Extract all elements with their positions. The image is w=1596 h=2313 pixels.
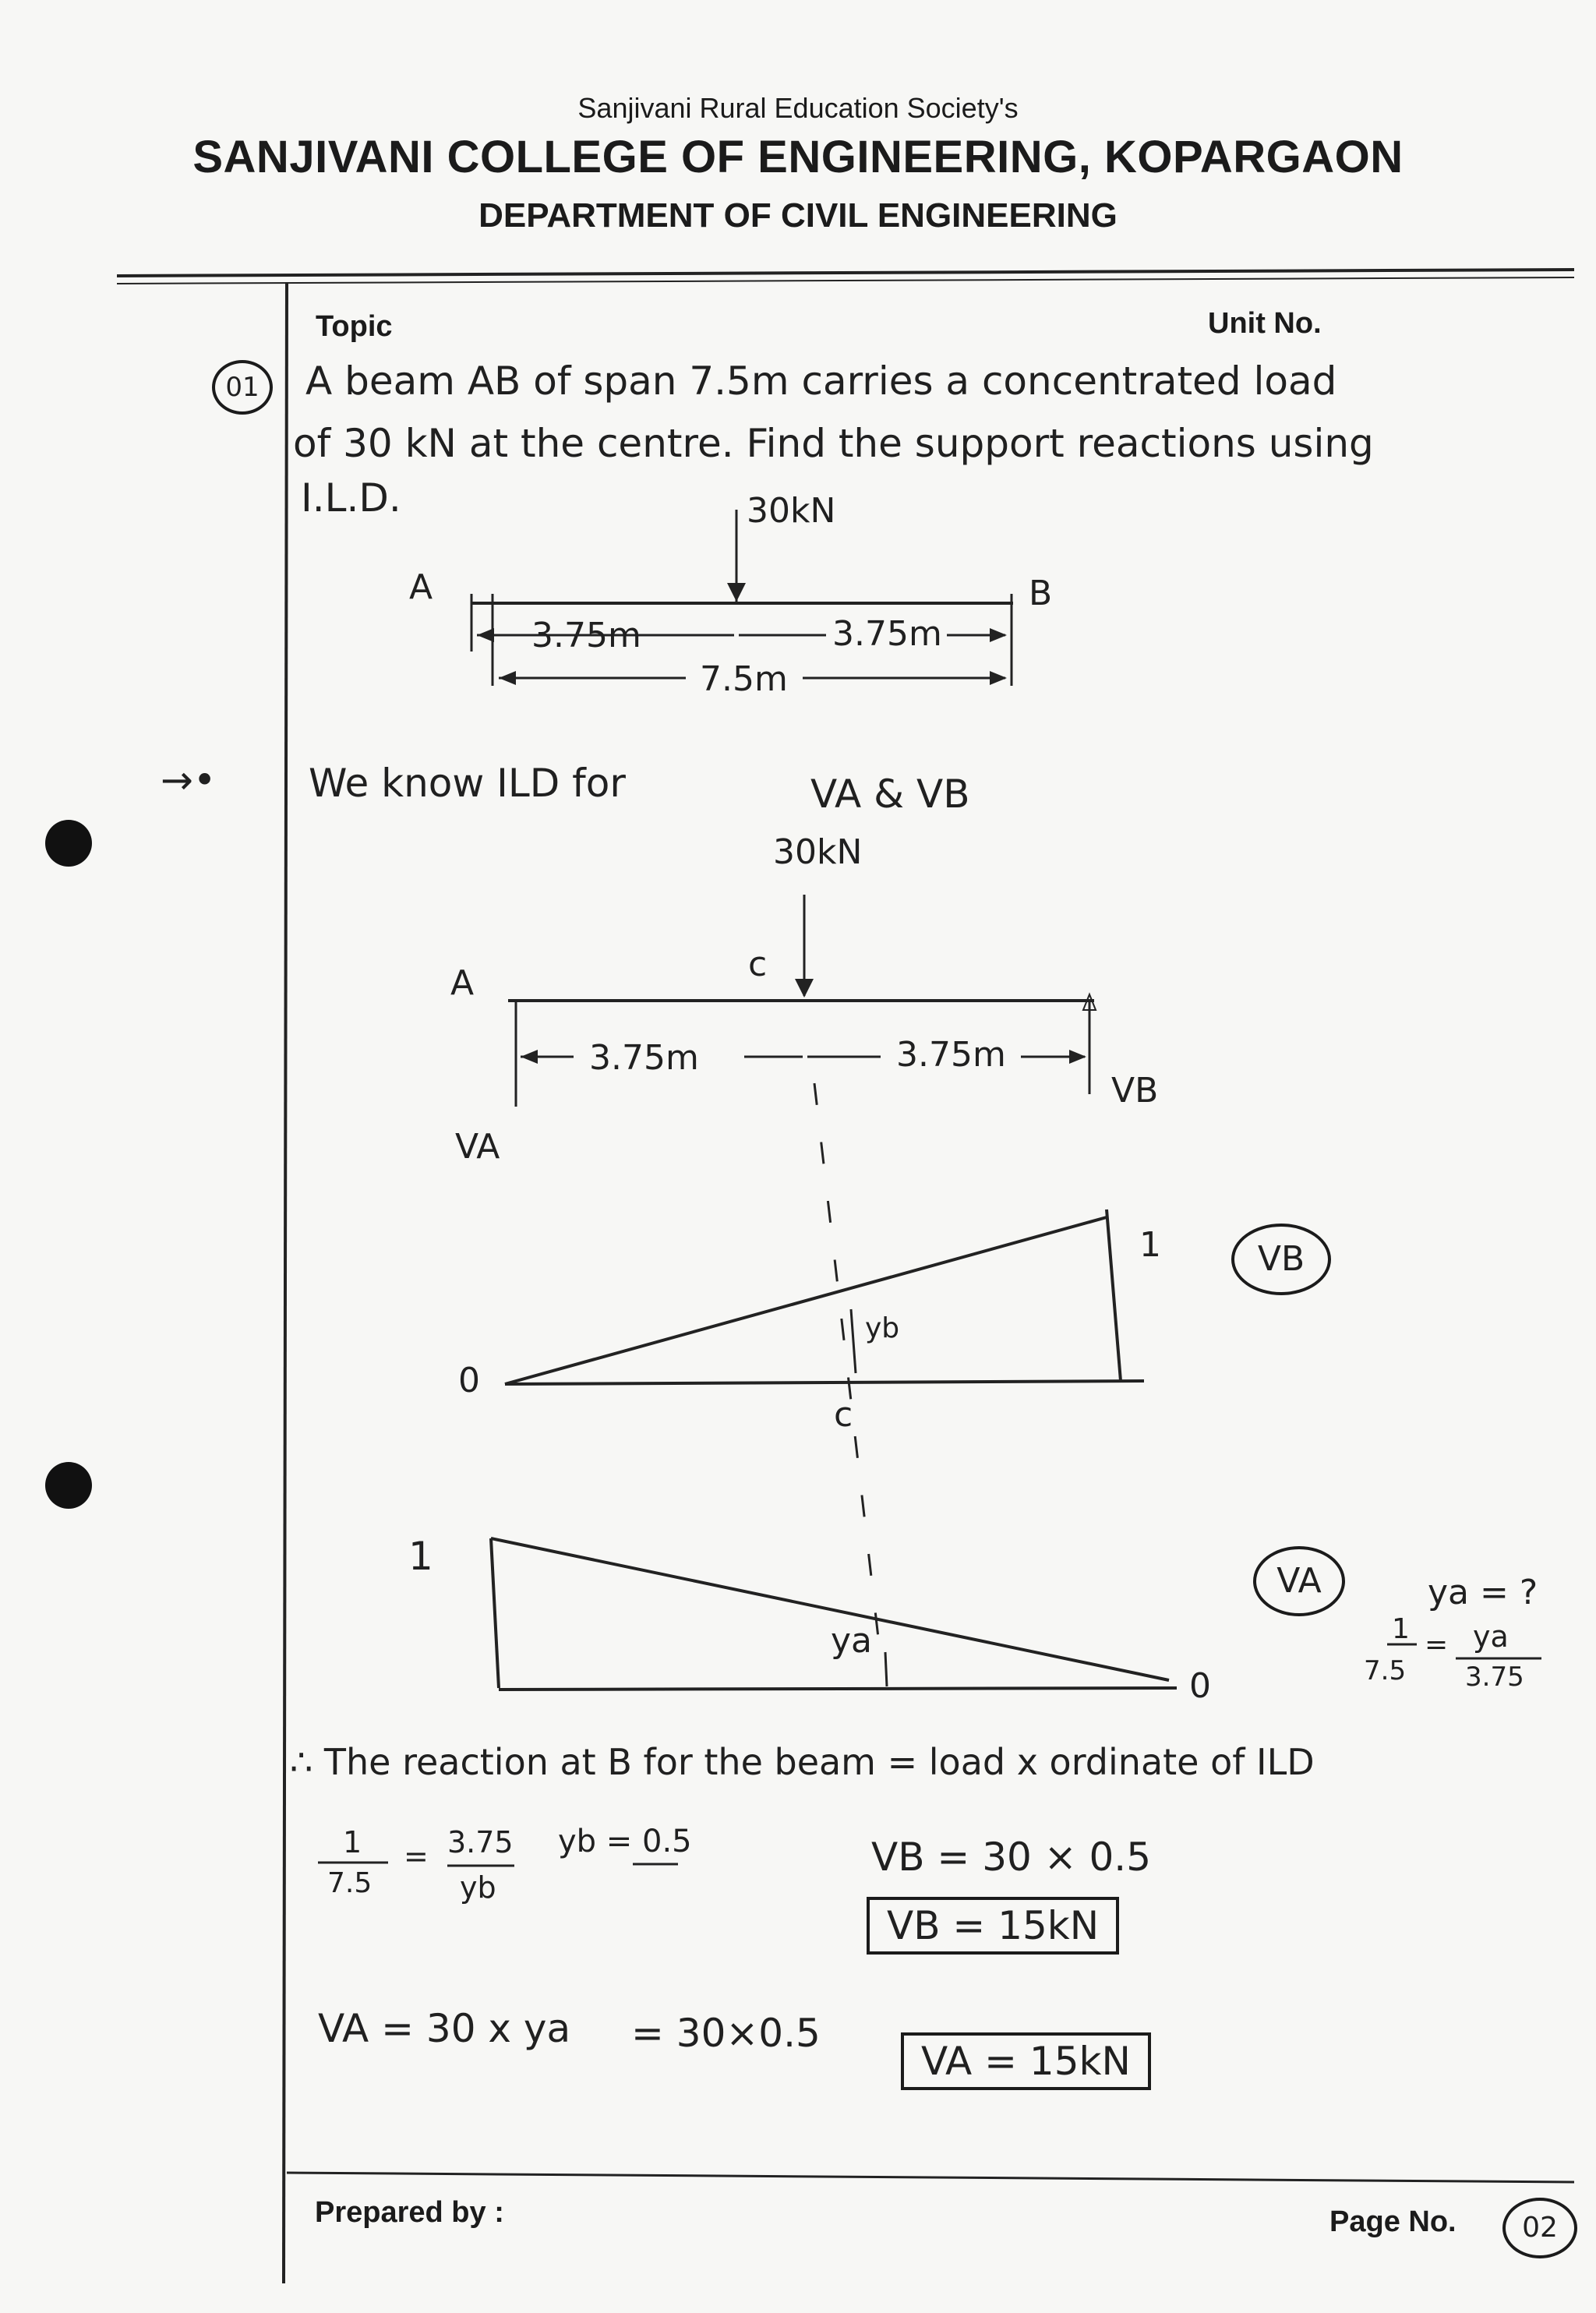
department-name: DEPARTMENT OF CIVIL ENGINEERING <box>478 196 1118 235</box>
ratio-num-left: 1 <box>1392 1613 1410 1645</box>
intro-text: We know ILD for <box>309 761 626 806</box>
fig1-support-a: A <box>409 567 433 607</box>
va-calculation: VA = 30 x ya <box>318 2006 571 2051</box>
page-number: 02 <box>1502 2198 1577 2258</box>
question-line-3: I.L.D. <box>301 475 401 521</box>
ild-va-tag: VA <box>1253 1546 1345 1616</box>
yb-value: yb = 0.5 <box>558 1824 692 1859</box>
fig2-left-segment: 3.75m <box>589 1038 699 1078</box>
ild-vb-tag: VB <box>1231 1224 1331 1295</box>
fig2-right-segment: 3.75m <box>896 1035 1006 1075</box>
ild-vb-ordinate: yb <box>865 1312 900 1344</box>
question-number: 01 <box>212 360 273 415</box>
ratio-num-right: ya <box>1473 1619 1509 1654</box>
vb-calculation: VB = 30 × 0.5 <box>871 1835 1152 1880</box>
college-name: SANJIVANI COLLEGE OF ENGINEERING, KOPARGAON <box>192 132 1404 182</box>
question-line-1: A beam AB of span 7.5m carries a concentrated load <box>305 358 1337 404</box>
ild-vb-one: 1 <box>1139 1225 1161 1265</box>
unit-no-label: Unit No. <box>1208 307 1322 340</box>
vb-result: VB = 15kN <box>867 1897 1119 1955</box>
ratio-den-left: 7.5 <box>1364 1655 1407 1686</box>
intro-reactions: VA & VB <box>810 772 970 817</box>
fig1-load-label: 30kN <box>747 491 836 531</box>
ild-va-ya-equation: ya = ? <box>1428 1573 1538 1612</box>
yb-frac-eq: = <box>404 1839 429 1873</box>
fig2-reaction-a: VA <box>455 1127 500 1167</box>
yb-frac-den: 7.5 <box>327 1867 373 1899</box>
arrow-mark: →• <box>161 757 217 803</box>
fig2-load-label: 30kN <box>773 832 863 872</box>
ild-va-zero: 0 <box>1189 1666 1211 1706</box>
yb-frac-num: 1 <box>343 1825 362 1859</box>
ratio-eq: = <box>1425 1629 1449 1661</box>
fig1-total-span: 7.5m <box>700 659 788 699</box>
yb-frac-num2: 3.75 <box>447 1825 514 1859</box>
ild-va-one: 1 <box>408 1534 433 1579</box>
prepared-by-label: Prepared by : <box>315 2196 504 2229</box>
fig2-reaction-b: VB <box>1111 1071 1159 1111</box>
va-calculation-2: = 30×0.5 <box>631 2011 821 2056</box>
question-line-2: of 30 kN at the centre. Find the support reactions using <box>293 421 1374 466</box>
solution-statement: ∴ The reaction at B for the beam = load x ordinate of ILD <box>290 1741 1315 1783</box>
fig1-left-segment: 3.75m <box>531 616 641 655</box>
va-result: VA = 15kN <box>901 2032 1151 2090</box>
yb-frac-den2: yb <box>460 1870 496 1905</box>
fig1-right-segment: 3.75m <box>832 614 942 654</box>
ild-vb-point-c: c <box>834 1395 853 1435</box>
fig2-point-c: c <box>748 945 768 984</box>
ratio-den-right: 3.75 <box>1465 1661 1524 1693</box>
ild-va-ordinate: ya <box>831 1621 873 1661</box>
topic-label: Topic <box>316 310 393 343</box>
fig1-support-b: B <box>1029 574 1053 613</box>
fig2-support-a: A <box>450 963 475 1003</box>
society-name: Sanjivani Rural Education Society's <box>577 92 1019 124</box>
page-no-label: Page No. <box>1329 2205 1457 2238</box>
ild-vb-zero: 0 <box>458 1361 480 1400</box>
